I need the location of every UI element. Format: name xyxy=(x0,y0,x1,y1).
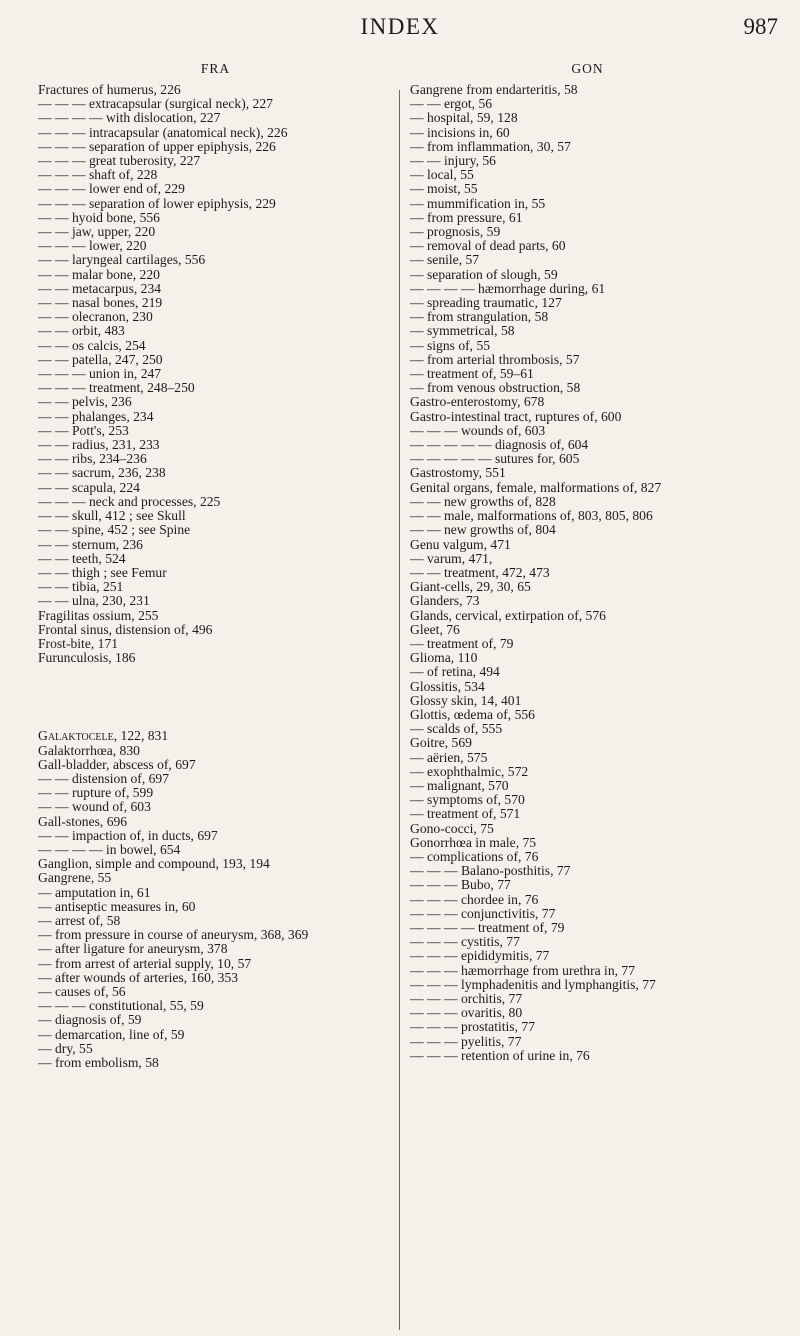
right-column xyxy=(410,58,765,1063)
index-entry: Frost-bite, 171 xyxy=(38,635,119,651)
index-entry: — from pressure, 61 xyxy=(410,209,523,225)
index-entry: — diagnosis of, 59 xyxy=(38,1012,142,1028)
index-entry: Gall-bladder, abscess of, 697 xyxy=(38,756,196,772)
index-entry: — — — conjunctivitis, 77 xyxy=(410,905,556,921)
index-entry: — — — — with dislocation, 227 xyxy=(38,110,221,126)
index-entry: — from inflammation, 30, 57 xyxy=(410,138,571,154)
index-entry: Fragilitas ossium, 255 xyxy=(38,607,159,623)
index-entry: — — olecranon, 230 xyxy=(38,309,153,325)
index-entry: Gonorrhœa in male, 75 xyxy=(410,834,537,850)
index-entry: — — — constitutional, 55, 59 xyxy=(38,998,204,1014)
index-entry: — — patella, 247, 250 xyxy=(38,351,163,367)
index-entry: Genu valgum, 471 xyxy=(410,536,511,552)
index-entry: — — impaction of, in ducts, 697 xyxy=(38,827,218,843)
index-entry: — — new growths of, 828 xyxy=(410,493,556,509)
index-entry: — — phalanges, 234 xyxy=(38,408,154,424)
index-entry: Furunculosis, 186 xyxy=(38,650,136,666)
index-entry: — antiseptic measures in, 60 xyxy=(38,898,196,914)
left-column xyxy=(38,58,393,1070)
column-divider xyxy=(399,90,400,1330)
index-entry: — — pelvis, 236 xyxy=(38,394,132,410)
index-entry: — — — retention of urine in, 76 xyxy=(410,1047,590,1063)
index-entry: — from arrest of arterial supply, 10, 57 xyxy=(38,955,252,971)
section-gap xyxy=(38,665,393,729)
index-entry: — arrest of, 58 xyxy=(38,912,121,928)
index-entry: — senile, 57 xyxy=(410,252,480,268)
index-entry: — — — union in, 247 xyxy=(38,366,162,382)
index-entry: — treatment of, 59–61 xyxy=(410,366,534,382)
index-entry: — signs of, 55 xyxy=(410,337,491,353)
index-entry: — — — pyelitis, 77 xyxy=(410,1033,522,1049)
page-number: 987 xyxy=(743,14,778,39)
index-entry: — — — — treatment of, 79 xyxy=(410,919,565,935)
index-entry: — — male, malformations of, 803, 805, 806 xyxy=(410,508,653,524)
index-entry: — incisions in, 60 xyxy=(410,124,510,140)
index-entry: Genital organs, female, malformations of, 827 xyxy=(410,479,662,495)
index-entry: Glioma, 110 xyxy=(410,650,478,666)
index-entry: Galaktocele, 122, 831 xyxy=(38,728,169,744)
index-entry: — separation of slough, 59 xyxy=(410,266,558,282)
index-entry: Gangrene from endarteritis, 58 xyxy=(410,82,578,97)
index-entry: — varum, 471, xyxy=(410,550,493,566)
index-entry: — — orbit, 483 xyxy=(38,323,125,339)
index-entry: — — — — — sutures for, 605 xyxy=(410,451,580,467)
index-entry: — — — chordee in, 76 xyxy=(410,891,539,907)
index-entry: Gono-cocci, 75 xyxy=(410,820,494,836)
index-entry: — treatment of, 79 xyxy=(410,635,514,651)
index-entry: — — — — hæmorrhage during, 61 xyxy=(410,280,606,296)
index-entry: — — — lower, 220 xyxy=(38,238,147,254)
index-entry: — — — hæmorrhage from urethra in, 77 xyxy=(410,962,636,978)
index-entry: Gastro-enterostomy, 678 xyxy=(410,394,545,410)
index-entry: — malignant, 570 xyxy=(410,777,509,793)
index-entry: — from venous obstruction, 58 xyxy=(410,380,581,396)
index-entry: — local, 55 xyxy=(410,167,474,183)
index-entry: — — — extracapsular (surgical neck), 227 xyxy=(38,96,273,112)
index-entry: Glands, cervical, extirpation of, 576 xyxy=(410,607,606,623)
index-entry: — — — Bubo, 77 xyxy=(410,877,511,893)
index-entry: — after ligature for aneurysm, 378 xyxy=(38,941,228,957)
index-entry: — — ribs, 234–236 xyxy=(38,451,147,467)
index-entry: — from strangulation, 58 xyxy=(410,309,549,325)
index-entry: — — — wounds of, 603 xyxy=(410,422,546,438)
index-entry: Glanders, 73 xyxy=(410,593,480,609)
index-entry: — — sacrum, 236, 238 xyxy=(38,465,166,481)
index-entry: — — spine, 452 ; see Spine xyxy=(38,522,191,538)
right-entries xyxy=(410,83,765,1063)
index-entry: — removal of dead parts, 60 xyxy=(410,238,566,254)
index-entry: — — treatment, 472, 473 xyxy=(410,564,550,580)
index-entry: — moist, 55 xyxy=(410,181,478,197)
left-running-head: FRA xyxy=(200,61,231,76)
index-entry: — — metacarpus, 234 xyxy=(38,280,162,296)
index-entry: — — — cystitis, 77 xyxy=(410,934,520,950)
index-entry: — — scapula, 224 xyxy=(38,479,140,495)
index-entry: — — — prostatitis, 77 xyxy=(410,1019,535,1035)
index-entry: — — — ovaritis, 80 xyxy=(410,1005,523,1021)
index-entry: — — — separation of upper epiphysis, 226 xyxy=(38,138,276,154)
index-entry: — exophthalmic, 572 xyxy=(410,763,529,779)
index-entry: — — — lymphadenitis and lymphangitis, 77 xyxy=(410,976,656,992)
index-entry: Gastro-intestinal tract, ruptures of, 600 xyxy=(410,408,622,424)
small-caps-heading: Galaktocele xyxy=(38,728,114,744)
index-entry: — — tibia, 251 xyxy=(38,579,124,595)
index-entry: — prognosis, 59 xyxy=(410,224,501,240)
index-entry: — — — intracapsular (anatomical neck), 226 xyxy=(38,124,288,140)
index-entry: — spreading traumatic, 127 xyxy=(410,295,562,311)
index-entry: — treatment of, 571 xyxy=(410,806,521,822)
index-entry: — from pressure in course of aneurysm, 368, 369 xyxy=(38,927,309,943)
index-entry: — — — — — diagnosis of, 604 xyxy=(410,437,589,453)
index-entry: — symmetrical, 58 xyxy=(410,323,515,339)
index-entry: — complications of, 76 xyxy=(410,848,539,864)
index-entry: — — hyoid bone, 556 xyxy=(38,209,160,225)
index-entry: — — ulna, 230, 231 xyxy=(38,593,150,609)
index-entry: — — wound of, 603 xyxy=(38,799,151,815)
index-entry: — — laryngeal cartilages, 556 xyxy=(38,252,206,268)
index-entry: — hospital, 59, 128 xyxy=(410,110,518,126)
index-entry: Gall-stones, 696 xyxy=(38,813,128,829)
index-entry: — — — — in bowel, 654 xyxy=(38,841,181,857)
index-entry: — — nasal bones, 219 xyxy=(38,295,163,311)
index-entry: — — radius, 231, 233 xyxy=(38,437,160,453)
index-entry: — — malar bone, 220 xyxy=(38,266,160,282)
index-entry: — scalds of, 555 xyxy=(410,721,503,737)
index-entry: — — — epididymitis, 77 xyxy=(410,948,550,964)
index-entry: — — — Balano-posthitis, 77 xyxy=(410,863,571,879)
index-entry: — — ergot, 56 xyxy=(410,96,493,112)
index-entry: — — — great tuberosity, 227 xyxy=(38,153,201,169)
index-entry: — causes of, 56 xyxy=(38,983,126,999)
index-entry: — — — orchitis, 77 xyxy=(410,991,523,1006)
index-entry: Gleet, 76 xyxy=(410,621,460,637)
index-entry: Giant-cells, 29, 30, 65 xyxy=(410,579,531,595)
index-entry: — — — separation of lower epiphysis, 229 xyxy=(38,195,276,211)
index-entry: — mummification in, 55 xyxy=(410,195,546,211)
index-entry: Fractures of humerus, 226 xyxy=(38,82,181,97)
right-running-head: GON xyxy=(571,61,604,76)
index-entry: — of retina, 494 xyxy=(410,664,500,680)
index-entry: — dry, 55 xyxy=(38,1040,93,1056)
index-entry: — — teeth, 524 xyxy=(38,550,126,566)
index-entry: — — Pott's, 253 xyxy=(38,422,129,438)
index-entry: Goitre, 569 xyxy=(410,735,472,751)
left-entries-fractures xyxy=(38,83,393,665)
index-entry: — — injury, 56 xyxy=(410,153,496,169)
index-entry: — aërien, 575 xyxy=(410,749,488,765)
index-entry: Galaktorrhœa, 830 xyxy=(38,742,140,758)
index-entry: — — — treatment, 248–250 xyxy=(38,380,195,396)
index-entry: Ganglion, simple and compound, 193, 194 xyxy=(38,856,270,872)
index-entry: — symptoms of, 570 xyxy=(410,792,525,808)
index-entry: Gangrene, 55 xyxy=(38,870,112,886)
index-entry: Frontal sinus, distension of, 496 xyxy=(38,621,213,637)
index-entry: — — new growths of, 804 xyxy=(410,522,556,538)
index-entry: — — sternum, 236 xyxy=(38,536,143,552)
index-entry: Glottis, œdema of, 556 xyxy=(410,706,535,722)
page-header xyxy=(0,14,800,44)
index-entry: — from embolism, 58 xyxy=(38,1055,159,1070)
page-title: INDEX xyxy=(360,14,440,39)
index-entry: — — — lower end of, 229 xyxy=(38,181,185,197)
index-entry: Glossitis, 534 xyxy=(410,678,485,694)
index-entry: — — — shaft of, 228 xyxy=(38,167,158,183)
index-entry: — — distension of, 697 xyxy=(38,770,170,786)
index-entry: — amputation in, 61 xyxy=(38,884,151,900)
index-entry: — — skull, 412 ; see Skull xyxy=(38,508,186,524)
index-entry: — after wounds of arteries, 160, 353 xyxy=(38,969,239,985)
index-entry: Gastrostomy, 551 xyxy=(410,465,506,481)
left-entries-g xyxy=(38,729,393,1070)
index-entry: — — rupture of, 599 xyxy=(38,785,154,801)
index-entry: — — thigh ; see Femur xyxy=(38,564,167,580)
index-entry: — — — neck and processes, 225 xyxy=(38,493,221,509)
index-entry: — — os calcis, 254 xyxy=(38,337,146,353)
index-entry: — — jaw, upper, 220 xyxy=(38,224,156,240)
index-entry: — demarcation, line of, 59 xyxy=(38,1026,185,1042)
index-entry: Glossy skin, 14, 401 xyxy=(410,692,522,708)
index-entry: — from arterial thrombosis, 57 xyxy=(410,351,580,367)
